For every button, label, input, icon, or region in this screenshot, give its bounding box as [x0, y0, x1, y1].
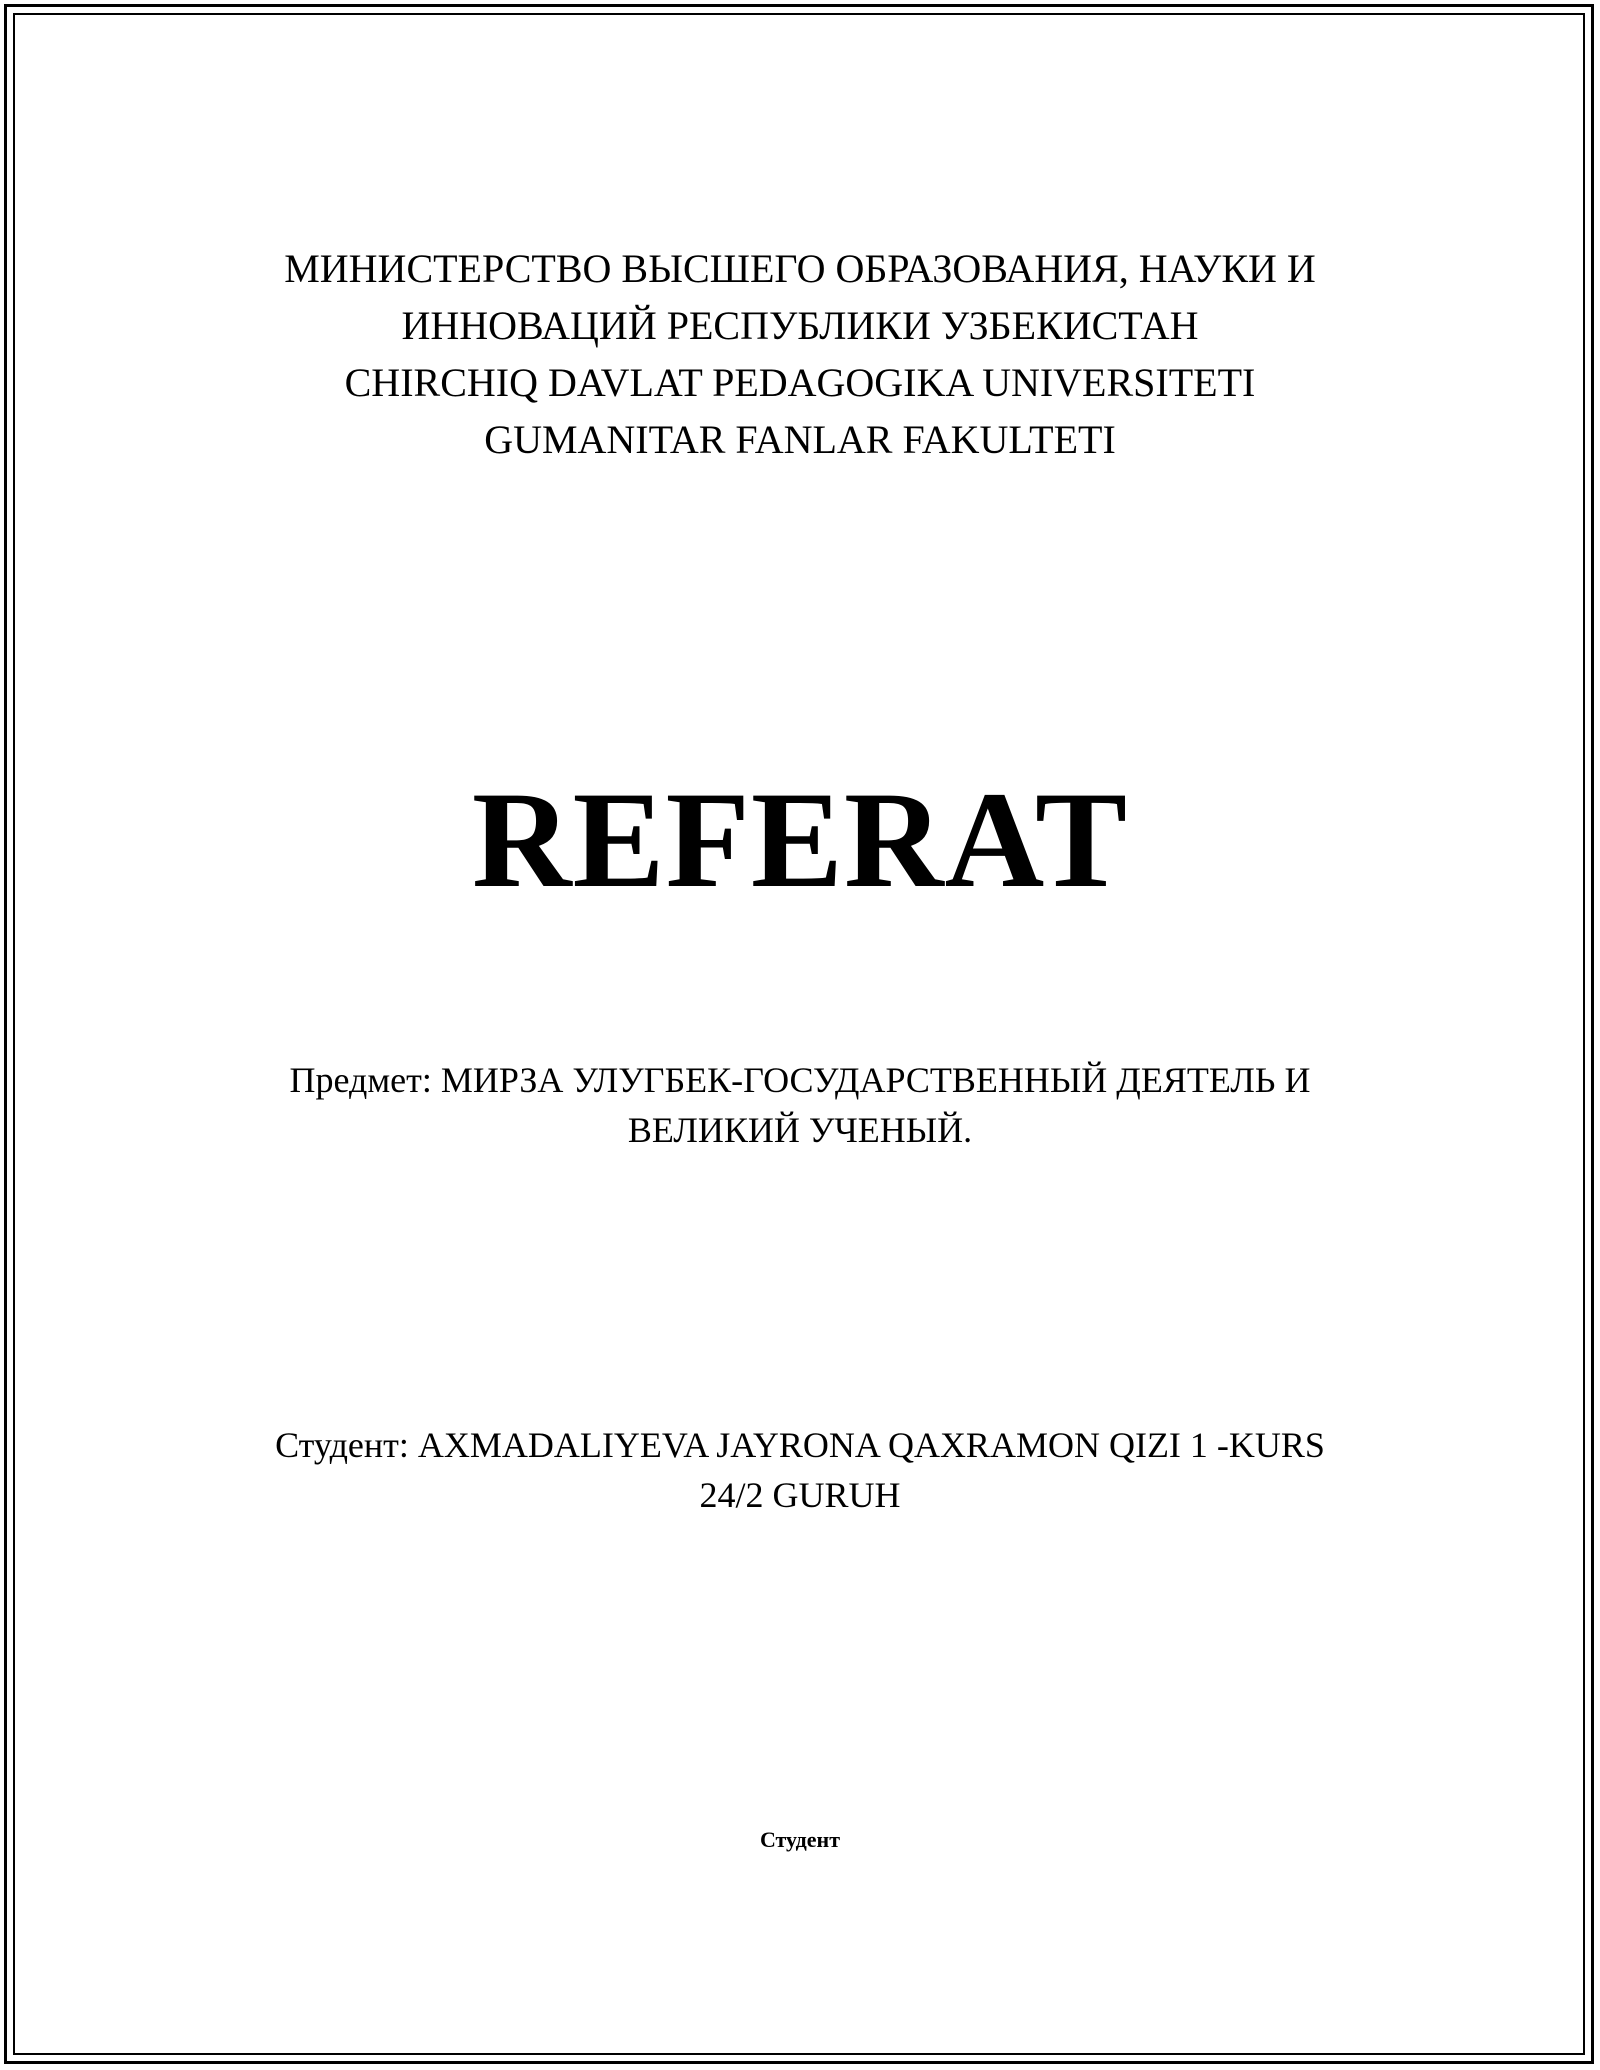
subject-line-1: Предмет: МИРЗА УЛУГБЕК-ГОСУДАРСТВЕННЫЙ ДЕЯТЕЛЬ И: [289, 1060, 1311, 1100]
subject-line-2: ВЕЛИКИЙ УЧЕНЫЙ.: [627, 1110, 973, 1150]
student-line-1: Студент: AXMADALIYEVA JAYRONA QAXRAMON QIZI 1 -KURS: [275, 1425, 1325, 1465]
header-line-ministry-1: МИНИСТЕРСТВО ВЫСШЕГО ОБРАЗОВАНИЯ, НАУКИ И: [284, 246, 1316, 291]
subject-block: [0, 1055, 1600, 1155]
student-block: [0, 1420, 1600, 1520]
header-line-ministry-2: ИННОВАЦИЙ РЕСПУБЛИКИ УЗБЕКИСТАН: [401, 303, 1199, 348]
header-line-university: CHIRCHIQ DAVLAT PEDAGOGIKA UNIVERSITETI: [344, 360, 1256, 405]
student-line-2: 24/2 GURUH: [699, 1475, 901, 1515]
header-line-faculty: GUMANITAR FANLAR FAKULTETI: [484, 417, 1116, 462]
footer-student-label: Студент: [759, 1827, 841, 1852]
document-title: REFERAT: [471, 763, 1129, 916]
institution-header: [0, 240, 1600, 468]
